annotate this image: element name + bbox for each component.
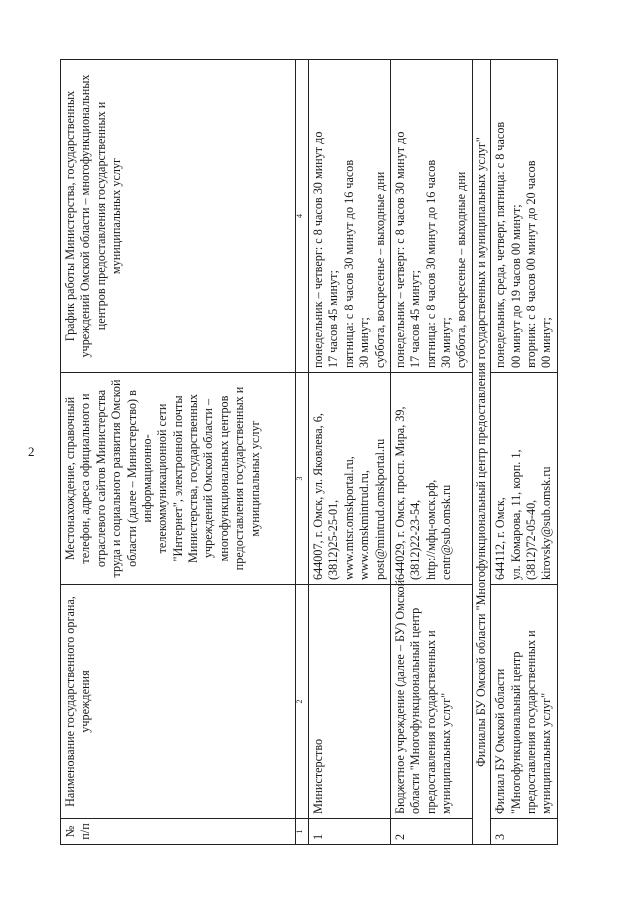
header-location: Местонахождение, справочный телефон, адреса официального и отраслевого сайтов Министерства труда и социального развития Омской области (далее – Министерство) в информационно-телекоммуникационной сети "Интернет", электронной почты Министерства, государственных учреждений Омской области – многофункциональных центров предоставления государственных и муниципальных услуг bbox=[61, 373, 296, 585]
table-header-row bbox=[61, 60, 296, 845]
email-link[interactable]: centr@sub.omsk.ru bbox=[439, 484, 453, 580]
name-line: "Многофункциональный центр bbox=[508, 651, 523, 814]
website-link[interactable]: www.mtsr.omskportal.ru, bbox=[341, 456, 356, 580]
schedule-line: 17 часов 45 минут; bbox=[326, 270, 341, 368]
row-name bbox=[390, 579, 472, 819]
schedule-line: пятница: с 8 часов 30 минут до 16 часов bbox=[423, 159, 438, 368]
schedule-line: понедельник – четверг: с 8 часов 30 минут до bbox=[311, 131, 325, 368]
row-contacts bbox=[390, 373, 472, 585]
row-name bbox=[491, 585, 558, 819]
row-num: 2 bbox=[390, 819, 472, 845]
email-link[interactable]: post@mintrud.omskportal.ru bbox=[372, 438, 387, 580]
column-number: 1 bbox=[296, 819, 309, 845]
name-line: муниципальных услуг" bbox=[539, 692, 554, 814]
name-line: муниципальных услуг" bbox=[439, 692, 453, 814]
header-name: Наименование государственного органа, учреждения bbox=[61, 585, 296, 819]
schedule-line: 30 минут; bbox=[439, 317, 453, 368]
rotated-table-frame bbox=[60, 60, 554, 845]
schedule-line: суббота, воскресенье – выходные дни bbox=[372, 171, 387, 368]
column-number-row bbox=[296, 60, 309, 845]
row-contacts bbox=[309, 373, 391, 585]
schedule-line: 00 минут до 19 часов 00 минут; bbox=[508, 204, 523, 368]
name-line: Бюджетное учреждение (далее – БУ) Омской bbox=[392, 579, 407, 814]
page-number: 2 bbox=[28, 444, 35, 459]
row-num: 1 bbox=[309, 819, 391, 845]
name-line: Филиал БУ Омской области bbox=[493, 668, 508, 814]
schedule-line: 17 часов 45 минут; bbox=[408, 270, 423, 368]
row-contacts bbox=[491, 373, 558, 585]
landscape-table-container bbox=[60, 60, 554, 845]
name-line: предоставления государственных и bbox=[423, 630, 438, 814]
phone-line: (3812)72-05-40, bbox=[523, 499, 538, 580]
schedule-line: вторник: с 8 часов 00 минут до 20 часов bbox=[523, 160, 538, 368]
header-schedule: График работы Министерства, государственных учреждений Омской области – многофункциональных центров предоставления государственных и муниципальных услуг bbox=[61, 60, 296, 373]
address-line: 644007, г. Омск, ул. Яковлева, 6, bbox=[311, 413, 325, 580]
schedule-line: 30 минут; bbox=[357, 317, 372, 368]
table-row bbox=[309, 60, 391, 845]
phone-line: (3812)22-23-54, bbox=[408, 499, 423, 580]
column-number: 4 bbox=[296, 60, 309, 373]
schedule-line: пятница: с 8 часов 30 минут до 16 часов bbox=[341, 159, 356, 368]
column-number: 2 bbox=[296, 585, 309, 819]
website-link[interactable]: www.omskmintrud.ru, bbox=[357, 470, 372, 580]
section-title: Филиалы БУ Омской области "Многофункциональный центр предоставления государственных и муниципальных услуг" bbox=[472, 60, 490, 845]
table-row bbox=[491, 60, 558, 845]
phone-line: (3812)25-25-01, bbox=[326, 499, 341, 580]
schedule-line: 00 минут; bbox=[539, 317, 554, 368]
table-row bbox=[390, 60, 472, 845]
contacts-table bbox=[60, 59, 558, 845]
row-name: Министерство bbox=[309, 585, 391, 819]
address-line: 644029, г. Омск, просп. Мира, 39, bbox=[392, 406, 407, 580]
name-line: предоставления государственных и bbox=[523, 630, 538, 814]
address-line: 644112, г. Омск, bbox=[493, 497, 508, 580]
row-num: 3 bbox=[491, 819, 558, 845]
column-number: 3 bbox=[296, 373, 309, 585]
row-schedule bbox=[491, 60, 558, 373]
section-row bbox=[472, 60, 490, 845]
address-line: ул. Комарова, 11, корп. 1, bbox=[508, 449, 523, 580]
row-schedule bbox=[309, 60, 391, 373]
schedule-line: суббота, воскресенье – выходные дни bbox=[454, 171, 469, 368]
schedule-line: понедельник – четверг: с 8 часов 30 минут до bbox=[392, 131, 407, 368]
email-link[interactable]: kirovsky@sub.omsk.ru bbox=[539, 466, 554, 580]
header-num: № п/п bbox=[61, 819, 296, 845]
name-line: области "Многофункциональный центр bbox=[408, 607, 423, 814]
schedule-line: понедельник, среда, четверг, пятница: с 8 часов bbox=[493, 121, 508, 368]
website-link[interactable]: http://мфц-омск.рф, bbox=[423, 479, 438, 580]
row-schedule bbox=[390, 60, 472, 373]
